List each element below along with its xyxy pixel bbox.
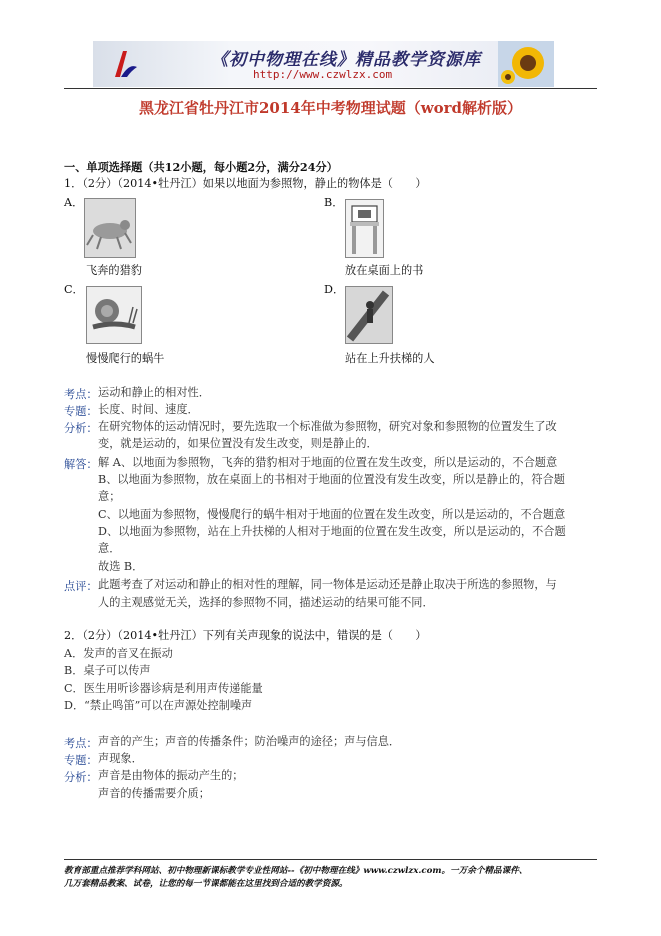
q1-zhuanti: 长度、时间、速度．: [98, 403, 199, 416]
q1-fenxi-line: 变，就是运动的，如果位置没有发生改变，则是静止的．: [98, 437, 378, 450]
section-heading: 一、单项选择题（共12小题，每小题2分，满分24分）: [64, 160, 338, 174]
q2-option: B．桌子可以传声: [64, 664, 151, 677]
q1-option-b-caption: 放在桌面上的书: [345, 264, 424, 277]
q2-fenxi-line: 声音的传播需要介质；: [98, 787, 210, 800]
q1-stem: 1．（2分）（2014•牡丹江）如果以地面为参照物，静止的物体是（ ）: [64, 177, 427, 190]
q1-jieda-line: 解 A、以地面为参照物，飞奔的猎豹相对于地面的位置在发生改变，所以是运动的，不合题意: [98, 456, 558, 469]
q1-zhuanti-label: 专题：: [64, 405, 98, 418]
q2-zhuanti-label: 专题：: [64, 754, 98, 767]
q2-option: A．发声的音叉在振动: [64, 647, 173, 660]
q1-option-c-letter: C．: [64, 283, 84, 296]
q2-kaodian: 声音的产生；声音的传播条件；防治噪声的途径；声与信息．: [98, 735, 401, 748]
q1-option-d-letter: D．: [324, 283, 345, 296]
q1-kaodian-label: 考点：: [64, 388, 98, 401]
q1-option-b-image: [345, 199, 384, 258]
site-banner: [93, 41, 554, 87]
footer-rule: [64, 859, 597, 860]
q1-option-a-letter: A．: [64, 196, 84, 209]
q1-dianping-line: 人的主观感觉无关，选择的参照物不同，描述运动的结果可能不同．: [98, 596, 434, 609]
q1-jieda-line: C、以地面为参照物，慢慢爬行的蜗牛相对于地面的位置在发生改变，所以是运动的，不合题意: [98, 508, 566, 521]
q1-fenxi-label: 分析：: [64, 422, 98, 435]
q1-kaodian: 运动和静止的相对性．: [98, 386, 210, 399]
q1-jieda-label: 解答：: [64, 458, 98, 471]
snail-icon: [87, 287, 141, 343]
q1-dianping-label: 点评：: [64, 580, 98, 593]
q1-jieda-line: 故选 B．: [98, 560, 144, 573]
q2-stem: 2．（2分）（2014•牡丹江）下列有关声现象的说法中，错误的是（ ）: [64, 629, 427, 642]
footer-line: 几万套精品教案、试卷，让您的每一节课都能在这里找到合适的教学资源。: [64, 879, 348, 889]
q1-option-b-letter: B．: [324, 196, 344, 209]
escalator-icon: [346, 287, 392, 343]
q1-option-d-caption: 站在上升扶梯的人: [345, 352, 435, 365]
q1-jieda-line: 意．: [98, 542, 121, 555]
header-rule: [64, 88, 597, 89]
site-logo-icon: [111, 47, 139, 81]
q1-jieda-line: 意；: [98, 490, 121, 503]
book-on-desk-icon: [346, 200, 383, 257]
q1-fenxi-line: 在研究物体的运动情况时，要先选取一个标准做为参照物，研究对象和参照物的位置发生了改: [98, 420, 557, 433]
q1-option-a-caption: 飞奔的猎豹: [86, 264, 142, 277]
q2-fenxi-label: 分析：: [64, 771, 98, 784]
q2-fenxi-line: 声音是由物体的振动产生的；: [98, 769, 244, 782]
banner-title: 《初中物理在线》精品教学资源库: [211, 50, 481, 70]
banner-url[interactable]: http://www.czwlzx.com: [253, 68, 393, 81]
footer-line: 教育部重点推荐学科网站、初中物理新课标教学专业性网站--《初中物理在线》www.czwlzx.com。一万余个精品课件、: [64, 866, 528, 876]
q2-option: C．医生用听诊器诊病是利用声传递能量: [64, 682, 263, 695]
q2-option: D．“禁止鸣笛”可以在声源处控制噪声: [64, 699, 253, 712]
q1-option-c-caption: 慢慢爬行的蜗牛: [86, 352, 165, 365]
document-title: 黑龙江省牡丹江市2014年中考物理试题（word解析版）: [138, 99, 523, 117]
q1-jieda-line: D、以地面为参照物，站在上升扶梯的人相对于地面的位置在发生改变，所以是运动的，不合题: [98, 525, 566, 538]
q2-zhuanti: 声现象．: [98, 752, 143, 765]
q1-option-c-image: [86, 286, 142, 344]
q1-option-d-image: [345, 286, 393, 344]
cheetah-icon: [85, 199, 135, 257]
q1-jieda-line: B、以地面为参照物，放在桌面上的书相对于地面的位置没有发生改变，所以是静止的，符合题: [98, 473, 565, 486]
q1-option-a-image: [84, 198, 136, 258]
q1-dianping-line: 此题考查了对运动和静止的相对性的理解，同一物体是运动还是静止取决于所选的参照物，与: [98, 578, 557, 591]
q2-kaodian-label: 考点：: [64, 737, 98, 750]
sunflower-icon: [498, 41, 554, 87]
